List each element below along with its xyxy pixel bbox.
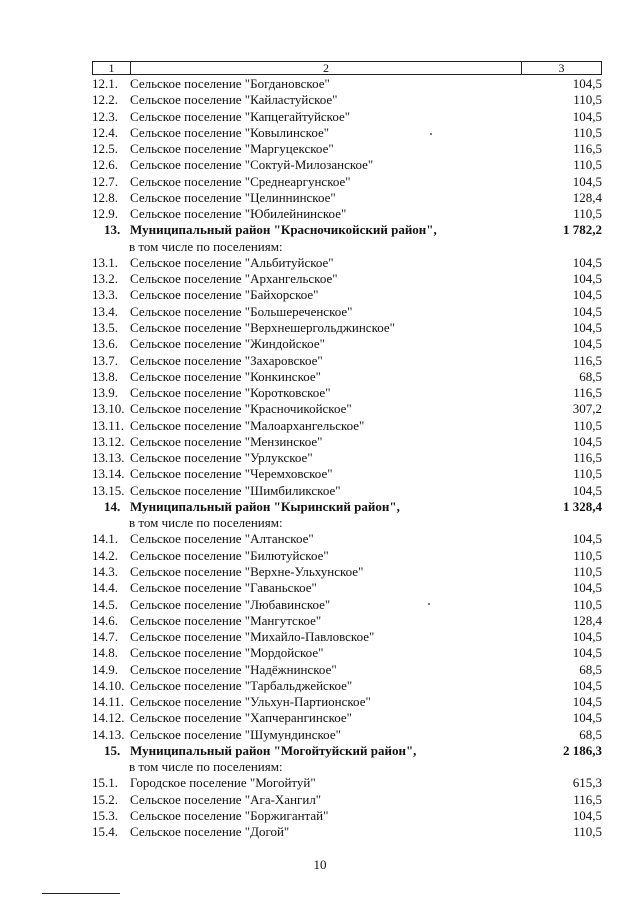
table-row bbox=[92, 450, 602, 466]
row-number: 14.10. bbox=[92, 677, 125, 693]
row-name: в том числе по поселениям: bbox=[129, 515, 283, 531]
row-value: 116,5 bbox=[573, 791, 602, 807]
row-value: 104,5 bbox=[572, 629, 602, 645]
row-number: 14.9. bbox=[92, 661, 118, 677]
table-row bbox=[92, 710, 602, 726]
row-value: 104,5 bbox=[572, 254, 602, 270]
row-number: 13.4. bbox=[92, 303, 118, 319]
table-row bbox=[92, 174, 602, 190]
row-name: Сельское поселение "Красночикойское" bbox=[130, 401, 352, 417]
row-value: 110,5 bbox=[573, 417, 602, 433]
table-row bbox=[92, 434, 602, 450]
row-name: Сельское поселение "Альбитуйское" bbox=[130, 254, 334, 270]
row-value: 68,5 bbox=[579, 726, 602, 742]
table-row bbox=[92, 580, 602, 596]
row-name: Сельское поселение "Капцегайтуйское" bbox=[130, 108, 351, 124]
row-number: 13.14. bbox=[92, 466, 125, 482]
subheading-row bbox=[92, 239, 602, 255]
row-value: 104,5 bbox=[572, 677, 602, 693]
table-row bbox=[92, 206, 602, 222]
row-value: 104,5 bbox=[572, 807, 602, 823]
row-name: Сельское поселение "Ульхун-Партионское" bbox=[130, 694, 371, 710]
table-row bbox=[92, 824, 602, 840]
row-name: Сельское поселение "Ага-Хангил" bbox=[130, 791, 322, 807]
row-number: 13.1. bbox=[92, 254, 118, 270]
row-name: Сельское поселение "Черемховское" bbox=[130, 466, 333, 482]
table-row bbox=[92, 304, 602, 320]
row-name: Сельское поселение "Богдановское" bbox=[130, 76, 330, 91]
row-name: Сельское поселение "Надёжнинское" bbox=[130, 661, 337, 677]
row-name: в том числе по поселениям: bbox=[129, 759, 283, 775]
row-value: 104,5 bbox=[572, 433, 602, 449]
row-value: 1 782,2 bbox=[563, 222, 602, 238]
row-number: 14.6. bbox=[92, 612, 118, 628]
row-number: 12.2. bbox=[92, 92, 118, 108]
row-value: 110,5 bbox=[573, 206, 602, 222]
row-name: Сельское поселение "Ковылинское" bbox=[130, 124, 330, 140]
row-value: 307,2 bbox=[572, 401, 602, 417]
row-number: 13.2. bbox=[92, 271, 118, 287]
row-number: 12.4. bbox=[92, 124, 118, 140]
row-number: 15.2. bbox=[92, 791, 118, 807]
row-value: 116,5 bbox=[573, 385, 602, 401]
table-row bbox=[92, 190, 602, 206]
table-row bbox=[92, 385, 602, 401]
row-name: Сельское поселение "Малоархангельское" bbox=[130, 417, 365, 433]
row-name: Сельское поселение "Маргуцекское" bbox=[130, 141, 334, 157]
row-name: Сельское поселение "Целиннинское" bbox=[130, 189, 336, 205]
row-number: 14.8. bbox=[92, 645, 118, 661]
row-number: 14. bbox=[104, 498, 121, 514]
table-row bbox=[92, 401, 602, 417]
district-row bbox=[92, 499, 602, 515]
table-row bbox=[92, 157, 602, 173]
row-number: 12.3. bbox=[92, 108, 118, 124]
row-name: Сельское поселение "Верхне-Ульхунское" bbox=[130, 563, 364, 579]
table-row bbox=[92, 564, 602, 580]
table-row bbox=[92, 662, 602, 678]
table-body bbox=[92, 76, 602, 840]
row-number: 13.8. bbox=[92, 368, 118, 384]
row-value: 128,4 bbox=[572, 189, 602, 205]
row-value: 110,5 bbox=[573, 466, 602, 482]
row-number: 12.6. bbox=[92, 157, 118, 173]
row-name: Сельское поселение "Алтанское" bbox=[130, 531, 314, 547]
row-name: Муниципальный район "Могойтуйский район", bbox=[130, 742, 417, 758]
table-row bbox=[92, 531, 602, 547]
page-number: 10 bbox=[313, 857, 327, 872]
table-row bbox=[92, 287, 602, 303]
row-value: 110,5 bbox=[573, 824, 602, 840]
row-value: 110,5 bbox=[573, 92, 602, 108]
row-value: 104,5 bbox=[572, 694, 602, 710]
table-row bbox=[92, 271, 602, 287]
table-row bbox=[92, 775, 602, 791]
row-number: 15. bbox=[104, 742, 121, 758]
row-value: 104,5 bbox=[572, 319, 602, 335]
row-name: Сельское поселение "Соктуй-Милозанское" bbox=[130, 157, 374, 173]
row-name: Сельское поселение "Захаровское" bbox=[130, 352, 323, 368]
row-number: 14.5. bbox=[92, 596, 118, 612]
row-value: 68,5 bbox=[579, 368, 602, 384]
row-name: Сельское поселение "Любавинское" bbox=[130, 596, 331, 612]
row-name: Сельское поселение "Тарбальджейское" bbox=[130, 677, 353, 693]
row-name: Сельское поселение "Шимбиликское" bbox=[130, 482, 341, 498]
row-value: 104,5 bbox=[572, 580, 602, 596]
district-row bbox=[92, 743, 602, 759]
header-col-1: 1 bbox=[93, 62, 131, 74]
table-row bbox=[92, 369, 602, 385]
row-name: Сельское поселение "Кайластуйское" bbox=[130, 92, 338, 108]
row-number: 13.12. bbox=[92, 433, 125, 449]
row-number: 14.2. bbox=[92, 547, 118, 563]
row-name: Сельское поселение "Коротковское" bbox=[130, 385, 331, 401]
row-number: 13. bbox=[104, 222, 121, 238]
row-number: 15.4. bbox=[92, 824, 118, 840]
row-number: 14.7. bbox=[92, 629, 118, 645]
row-value: 110,5 bbox=[573, 563, 602, 579]
row-number: 14.3. bbox=[92, 563, 118, 579]
row-name: Сельское поселение "Жиндойское" bbox=[130, 336, 325, 352]
row-value: 104,5 bbox=[572, 303, 602, 319]
row-value: 104,5 bbox=[572, 645, 602, 661]
row-number: 12.5. bbox=[92, 141, 118, 157]
table-row bbox=[92, 320, 602, 336]
row-value: 104,5 bbox=[572, 271, 602, 287]
row-value: 104,5 bbox=[572, 173, 602, 189]
table-row bbox=[92, 353, 602, 369]
row-number: 13.7. bbox=[92, 352, 118, 368]
row-value: 104,5 bbox=[572, 336, 602, 352]
scan-speck bbox=[428, 603, 430, 605]
row-name: Сельское поселение "Мордойское" bbox=[130, 645, 324, 661]
row-value: 104,5 bbox=[572, 76, 602, 91]
row-value: 1 328,4 bbox=[563, 498, 602, 514]
row-number: 13.6. bbox=[92, 336, 118, 352]
row-value: 615,3 bbox=[572, 775, 602, 791]
row-value: 68,5 bbox=[579, 661, 602, 677]
row-number: 13.5. bbox=[92, 319, 118, 335]
row-number: 14.12. bbox=[92, 710, 125, 726]
table-row bbox=[92, 483, 602, 499]
row-number: 12.9. bbox=[92, 206, 118, 222]
row-number: 15.3. bbox=[92, 807, 118, 823]
header-col-3: 3 bbox=[558, 61, 565, 75]
row-number: 12.7. bbox=[92, 173, 118, 189]
row-number: 13.10. bbox=[92, 401, 125, 417]
row-name: Сельское поселение "Догой" bbox=[130, 824, 290, 840]
row-name: Сельское поселение "Байхорское" bbox=[130, 287, 319, 303]
row-value: 2 186,3 bbox=[563, 742, 602, 758]
row-number: 12.1. bbox=[92, 76, 118, 91]
row-name: Сельское поселение "Юбилейнинское" bbox=[130, 206, 347, 222]
subheading-row bbox=[92, 515, 602, 531]
row-value: 116,5 bbox=[573, 450, 602, 466]
row-name: Сельское поселение "Боржигантай" bbox=[130, 807, 329, 823]
row-number: 13.3. bbox=[92, 287, 118, 303]
table-row bbox=[92, 792, 602, 808]
table-row bbox=[92, 548, 602, 564]
row-name: Городское поселение "Могойтуй" bbox=[130, 775, 316, 791]
row-name: Сельское поселение "Хапчерангинское" bbox=[130, 710, 352, 726]
row-value: 104,5 bbox=[572, 108, 602, 124]
row-number: 13.15. bbox=[92, 482, 125, 498]
row-name: Сельское поселение "Конкинское" bbox=[130, 368, 321, 384]
table-row bbox=[92, 645, 602, 661]
row-number: 13.9. bbox=[92, 385, 118, 401]
row-name: Сельское поселение "Среднеаргунское" bbox=[130, 173, 351, 189]
table-header bbox=[92, 61, 602, 75]
row-value: 104,5 bbox=[572, 531, 602, 547]
table-row bbox=[92, 727, 602, 743]
row-number: 15.1. bbox=[92, 775, 118, 791]
row-value: 104,5 bbox=[572, 482, 602, 498]
row-value: 116,5 bbox=[573, 141, 602, 157]
table-row bbox=[92, 613, 602, 629]
table-row bbox=[92, 678, 602, 694]
table-row bbox=[92, 629, 602, 645]
row-name: Сельское поселение "Гаваньское" bbox=[130, 580, 317, 596]
table-row bbox=[92, 597, 602, 613]
row-value: 110,5 bbox=[573, 124, 602, 140]
table-row bbox=[92, 466, 602, 482]
row-name: в том числе по поселениям: bbox=[129, 238, 283, 254]
row-name: Муниципальный район "Кыринский район", bbox=[130, 498, 400, 514]
subheading-row bbox=[92, 759, 602, 775]
table-row bbox=[92, 694, 602, 710]
row-number: 13.11. bbox=[92, 417, 125, 433]
table-row bbox=[92, 808, 602, 824]
table-row bbox=[92, 125, 602, 141]
district-row bbox=[92, 222, 602, 238]
row-name: Сельское поселение "Мензинское" bbox=[130, 433, 323, 449]
table-row bbox=[92, 141, 602, 157]
table-row bbox=[92, 255, 602, 271]
row-value: 110,5 bbox=[573, 157, 602, 173]
row-name: Сельское поселение "Михайло-Павловское" bbox=[130, 629, 375, 645]
row-value: 116,5 bbox=[573, 352, 602, 368]
table-row bbox=[92, 418, 602, 434]
table-row bbox=[92, 76, 602, 92]
row-number: 12.8. bbox=[92, 189, 118, 205]
row-number: 13.13. bbox=[92, 450, 125, 466]
row-name: Сельское поселение "Мангутское" bbox=[130, 612, 322, 628]
row-name: Сельское поселение "Билютуйское" bbox=[130, 547, 329, 563]
row-name: Сельское поселение "Верхнешергольджинское" bbox=[130, 319, 395, 335]
footnote-rule bbox=[42, 893, 120, 894]
row-number: 14.11. bbox=[92, 694, 125, 710]
row-name: Сельское поселение "Большереченское" bbox=[130, 303, 353, 319]
header-col-2: 2 bbox=[131, 62, 522, 74]
row-name: Муниципальный район "Красночикойский район", bbox=[130, 222, 437, 238]
row-number: 14.1. bbox=[92, 531, 118, 547]
row-name: Сельское поселение "Урлукское" bbox=[130, 450, 313, 466]
row-value: 104,5 bbox=[572, 710, 602, 726]
row-value: 110,5 bbox=[573, 547, 602, 563]
row-value: 128,4 bbox=[572, 612, 602, 628]
table-row bbox=[92, 336, 602, 352]
row-number: 14.4. bbox=[92, 580, 118, 596]
row-name: Сельское поселение "Шумундинское" bbox=[130, 726, 341, 742]
row-number: 14.13. bbox=[92, 726, 125, 742]
row-value: 104,5 bbox=[572, 287, 602, 303]
row-name: Сельское поселение "Архангельское" bbox=[130, 271, 338, 287]
row-value: 110,5 bbox=[573, 596, 602, 612]
table-row bbox=[92, 109, 602, 125]
scan-speck bbox=[430, 133, 432, 135]
table-row bbox=[92, 92, 602, 108]
